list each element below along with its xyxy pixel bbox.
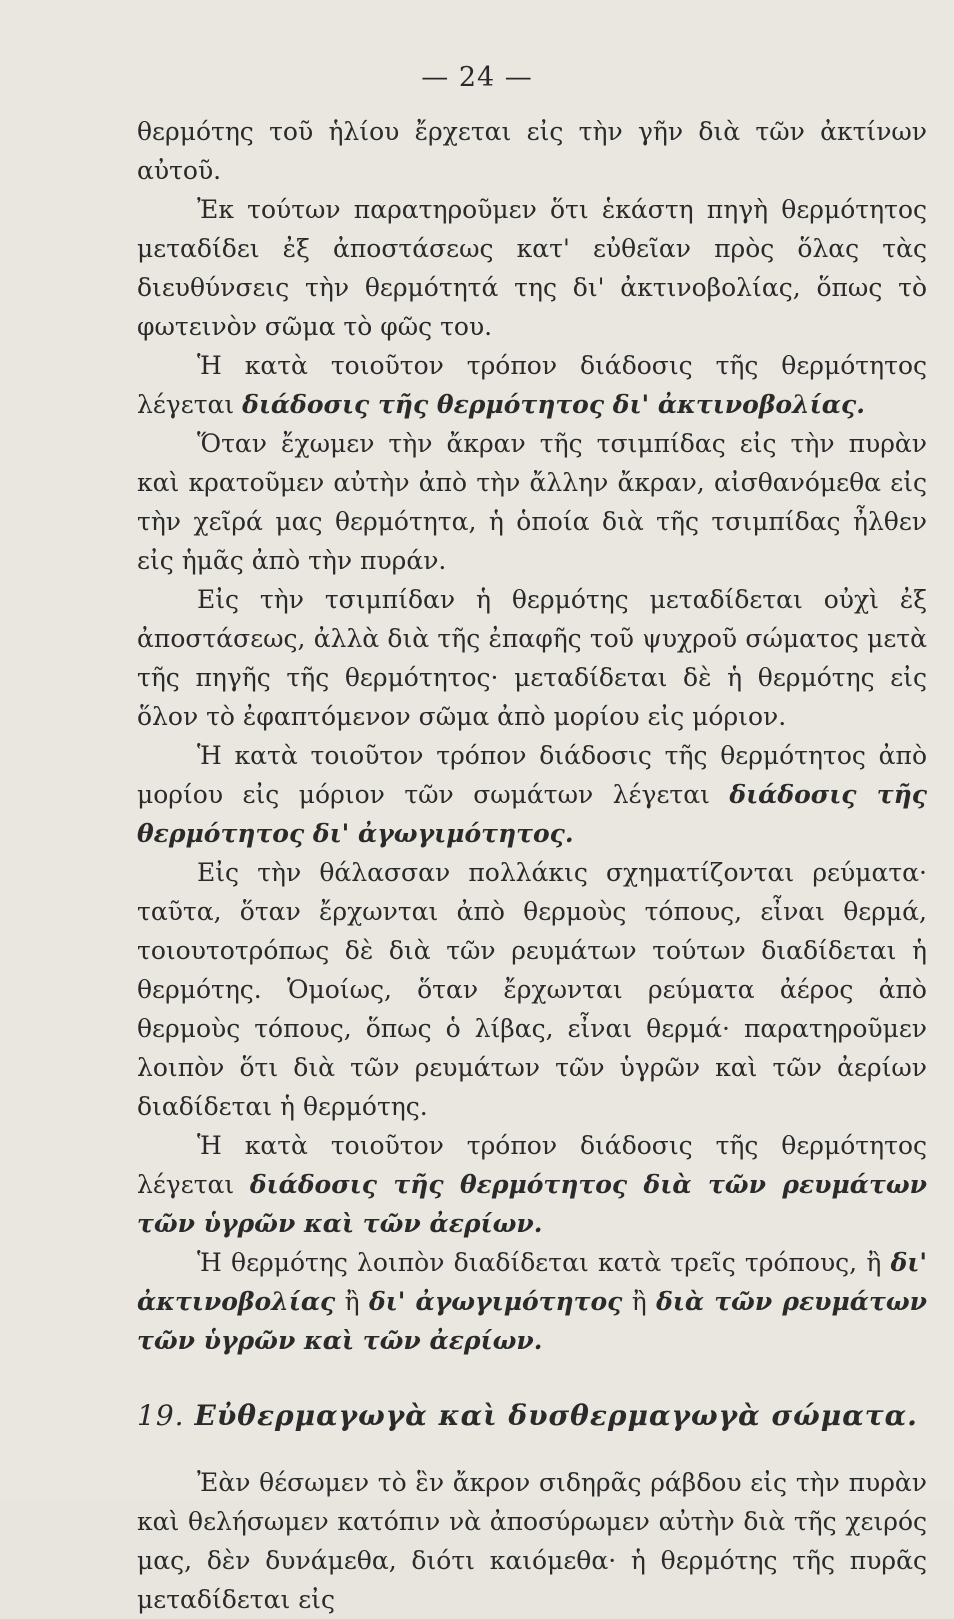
term-convection: διάδοσις τῆς θερμότητος διὰ τῶν ρευμάτων τῶν ὑγρῶν καὶ τῶν ἀερίων. <box>137 1170 927 1238</box>
paragraph-3 <box>137 346 927 424</box>
paragraph-9-text-a: Ἡ θερμότης λοιπὸν διαδίδεται κατὰ τρεῖς τρόπους, ἢ <box>197 1248 891 1277</box>
paragraph-6 <box>137 736 927 853</box>
paragraph-5: Εἰς τὴν τσιμπίδαν ἡ θερμότης μεταδίδεται οὐχὶ ἐξ ἀποστάσεως, ἀλλὰ διὰ τῆς ἐπαφῆς τοῦ ψυχροῦ σώματος μετὰ τῆς πηγῆς τῆς θερμότητος· μεταδίδεται δὲ ἡ θερμότης εἰς ὅλον τὸ ἐφαπτόμενον σῶμα ἀπὸ μορίου εἰς μόριον. <box>137 585 927 731</box>
summary-term-conduction: δι' ἀγωγιμότητος <box>369 1287 623 1316</box>
paragraph-8 <box>137 1126 927 1243</box>
section-number: 19. <box>137 1399 185 1432</box>
section-heading <box>137 1396 927 1435</box>
paragraph-10: Ἐὰν θέσωμεν τὸ ἓν ἄκρον σιδηρᾶς ράβδου εἰς τὴν πυρὰν καὶ θελήσωμεν κατόπιν νὰ ἀποσύρωμεν αὐτὴν διὰ τῆς χειρός μας, δὲν δυνάμεθα, διότι καιόμεθα· ἡ θερμότης τῆς πυρᾶς μεταδίδεται εἰς <box>137 1468 927 1614</box>
summary-term-radiation: δι' ἀκτινοβολίας <box>137 1248 927 1316</box>
paragraph-3-text: Ἡ κατὰ τοιοῦτον τρόπον διάδοσις τῆς θερμότητος λέγεται <box>137 351 927 419</box>
term-radiation: διάδοσις τῆς θερμότητος δι' ἀκτινοβολίας. <box>242 390 865 419</box>
section-title: Εὐθερμαγωγὰ καὶ δυσθερμαγωγὰ σώματα. <box>194 1399 918 1432</box>
paragraph-6-text: Ἡ κατὰ τοιοῦτον τρόπον διάδοσις τῆς θερμότητος ἀπὸ μορίου εἰς μόριον τῶν σωμάτων λέγεται <box>137 741 927 809</box>
paragraph-9-text-e: ἢ <box>622 1287 657 1316</box>
paragraph-9 <box>137 1243 927 1360</box>
term-conduction: διάδοσις τῆς θερμότητος δι' ἀγωγιμότητος. <box>137 780 927 848</box>
paragraph-7: Εἰς τὴν θάλασσαν πολλάκις σχηματίζονται ρεύματα· ταῦτα, ὅταν ἔρχωνται ἀπὸ θερμοὺς τόπους, εἶναι θερμά, τοιουτοτρόπως δὲ διὰ τῶν ρευμάτων τούτων διαδίδεται ἡ θερμότης. Ὁμοίως, ὅταν ἔρχωνται ρεύματα ἀέρος ἀπὸ θερμοὺς τόπους, ὅπως ὁ λίβας, εἶναι θερμά· παρατηροῦμεν λοιπὸν ὅτι διὰ τῶν ρευμάτων τῶν ὑγρῶν καὶ τῶν ἀερίων διαδίδεται ἡ θερμότης. <box>137 858 927 1121</box>
paragraph-8-text: Ἡ κατὰ τοιοῦτον τρόπον διάδοσις τῆς θερμότητος λέγεται <box>137 1131 927 1199</box>
summary-term-convection: διὰ τῶν ρευμάτων τῶν ὑγρῶν καὶ τῶν ἀερίων. <box>137 1287 928 1355</box>
paragraph-1: θερμότης τοῦ ἡλίου ἔρχεται εἰς τὴν γῆν διὰ τῶν ἀκτίνων αὐτοῦ. <box>137 117 927 185</box>
paragraph-2: Ἐκ τούτων παρατηροῦμεν ὅτι ἑκάστη πηγὴ θερμότητος μεταδίδει ἐξ ἀποστάσεως κατ' εὐθεῖαν πρὸς ὅλας τὰς διευθύνσεις τὴν θερμότητά της δι' ἀκτινοβολίας, ὅπως τὸ φωτεινὸν σῶμα τὸ φῶς του. <box>137 195 927 341</box>
body-text <box>137 112 927 1619</box>
paragraph-4: Ὅταν ἔχωμεν τὴν ἄκραν τῆς τσιμπίδας εἰς τὴν πυρὰν καὶ κρατοῦμεν αὐτὴν ἀπὸ τὴν ἄλλην ἄκραν, αἰσθανόμεθα εἰς τὴν χεῖρά μας θερμότητα, ἡ ὁποία διὰ τῆς τσιμπίδας ἦλθεν εἰς ἡμᾶς ἀπὸ τὴν πυράν. <box>137 429 927 575</box>
page-number: — 24 — <box>421 62 533 93</box>
paragraph-9-text-c: ἢ <box>335 1287 369 1316</box>
